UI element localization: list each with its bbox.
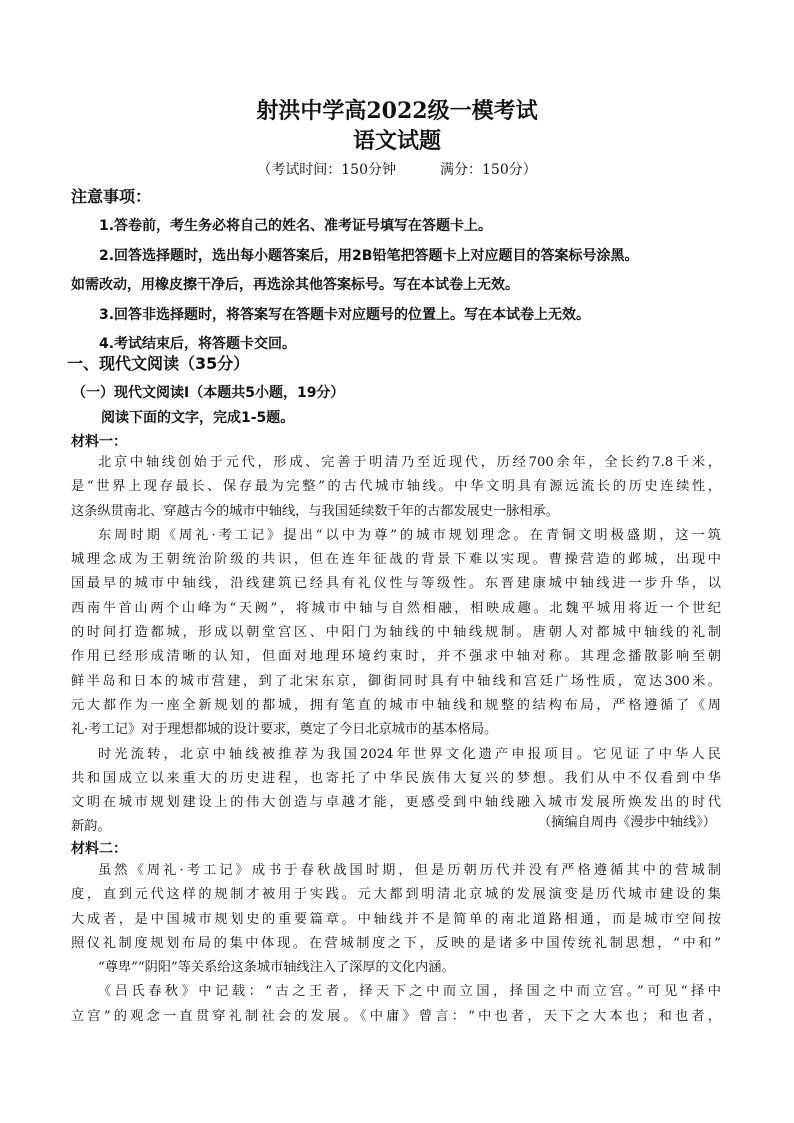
material-1-label: 材料一： [71, 434, 127, 450]
text-line: 《吕氏春秋》中记载：“古之王者，择天下之中而立国，择国之中而立宫。”可见“择中 [98, 984, 721, 1000]
text-line: 度，直到元代这样的规制才被用于实践。元大都到明清北京城的发展演变是历代城市建设的集 [71, 887, 721, 903]
notice-heading: 注意事项： [71, 187, 152, 206]
subsection-heading: （一）现代文阅读Ⅰ（本题共5小题，19分） [72, 385, 345, 401]
text-line: 共和国成立以来重大的历史进程，也寄托了中华民族伟大复兴的梦想。我们从中不仅看到中华 [71, 770, 721, 786]
section-heading: 一、现代文阅读（35分） [67, 354, 250, 373]
notice-item: 4.考试结束后，将答题卡交回。 [99, 336, 297, 352]
material-1-text [71, 451, 721, 840]
text-line: 鲜半岛和日本的城市营建，到了北宋东京，御街同时具有中轴线和宫廷广场性质，宽达300米。 [71, 673, 721, 689]
text-line: 照仪礼制度规划布局的集中体现。在营城制度之下，反映的是诸多中国传统礼制思想，“中和” [71, 935, 721, 951]
text-line: 立宫”的观念一直贯穿礼制社会的发展。《中庸》曾言：“中也者，天下之大本也；和也者， [71, 1008, 721, 1024]
text-line: 国最早的城市中轴线，沿线建筑已经具有礼仪性与等级性。东晋建康城中轴线进一步升华，以 [71, 576, 721, 592]
text-line: 是“世界上现存最长、保存最为完整”的古代城市轴线。中华文明具有源远流长的历史连续性， [71, 479, 721, 495]
text-line: 元大都作为一座全新规划的都城，拥有笔直的城市中轴线和规整的结构布局，严格遵循了《周 [71, 697, 721, 713]
text-line: 大成者，是中国城市规划史的重要篇章。中轴线并不是简单的南北道路相通，而是城市空间按 [71, 911, 721, 927]
material-2-text [71, 859, 721, 1029]
text-line: 城理念成为王朝统治阶级的共识，但在连年征战的背景下难以实现。曹操营造的邺城，出现中 [71, 552, 721, 568]
text-line: 西南牛首山两个山峰为“天阙”，将城市中轴与自然相融，相映成趣。北魏平城用将近一个世纪 [71, 600, 721, 616]
notice-list [71, 212, 721, 360]
text-line: 的时间打造都城，形成以朝堂宫区、中阳门为轴线的中轴线规制。唐朝人对都城中轴线的礼制 [71, 625, 721, 641]
text-line: 作用已经形成清晰的认知，但面对地理环境约束时，并不强求中轴对称。其理念播散影响至朝 [71, 649, 721, 665]
notice-item: 1.答卷前，考生务必将自己的姓名、准考证号填写在答题卡上。 [99, 218, 493, 234]
reading-instruction: 阅读下面的文字，完成1-5题。 [101, 410, 295, 426]
exam-subtitle: 语文试题 [352, 128, 441, 154]
notice-item: 3.回答非选择题时，将答案写在答题卡对应题号的位置上。写在本试卷上无效。 [99, 306, 591, 323]
text-line: 东周时期《周礼·考工记》提出“以中为尊”的城市规划理念。在青铜文明极盛期，这一筑 [98, 527, 721, 543]
text-line: 这条纵贯南北、穿越古今的城市中轴线，与我国延续数千年的古都发展史一脉相承。 [71, 503, 559, 519]
text-line: 新韵。 [71, 819, 111, 835]
material-1-source: （摘编自周冉《漫步中轴线》） [537, 815, 716, 830]
text-line: 文明在城市规划建设上的伟大创造与卓越才能，更感受到中轴线融入城市发展所焕发出的时代 [71, 795, 721, 811]
text-line: 虽然《周礼·考工记》成书于春秋战国时期，但是历朝历代并没有严格遵循其中的营城制 [98, 863, 721, 878]
exam-score: 满分：150分） [440, 162, 537, 178]
notice-item: 2.回答选择题时，选出每小题答案后，用2B铅笔把答题卡上对应题目的答案标号涂黑。 [99, 247, 639, 264]
exam-title: 射洪中学高2022级一模考试 [256, 98, 538, 124]
text-line: 礼·考工记》对于理想都城的设计要求，奠定了今日北京城市的基本格局。 [71, 722, 498, 738]
notice-item: 如需改动，用橡皮擦干净后，再选涂其他答案标号。写在本试卷上无效。 [71, 277, 519, 293]
text-line: 时光流转，北京中轴线被推荐为我国2024年世界文化遗产申报项目。它见证了中华人民 [98, 746, 721, 762]
text-line: “尊卑”“阴阳”等关系给这条城市轴线注入了深厚的文化内涵。 [98, 960, 455, 976]
text-line: 北京中轴线创始于元代，形成、完善于明清乃至近现代，历经700余年，全长约7.8千米， [98, 455, 721, 470]
exam-time: （考试时间：150分钟 [257, 162, 396, 178]
material-2-label: 材料二： [71, 841, 127, 857]
exam-info [0, 160, 794, 180]
